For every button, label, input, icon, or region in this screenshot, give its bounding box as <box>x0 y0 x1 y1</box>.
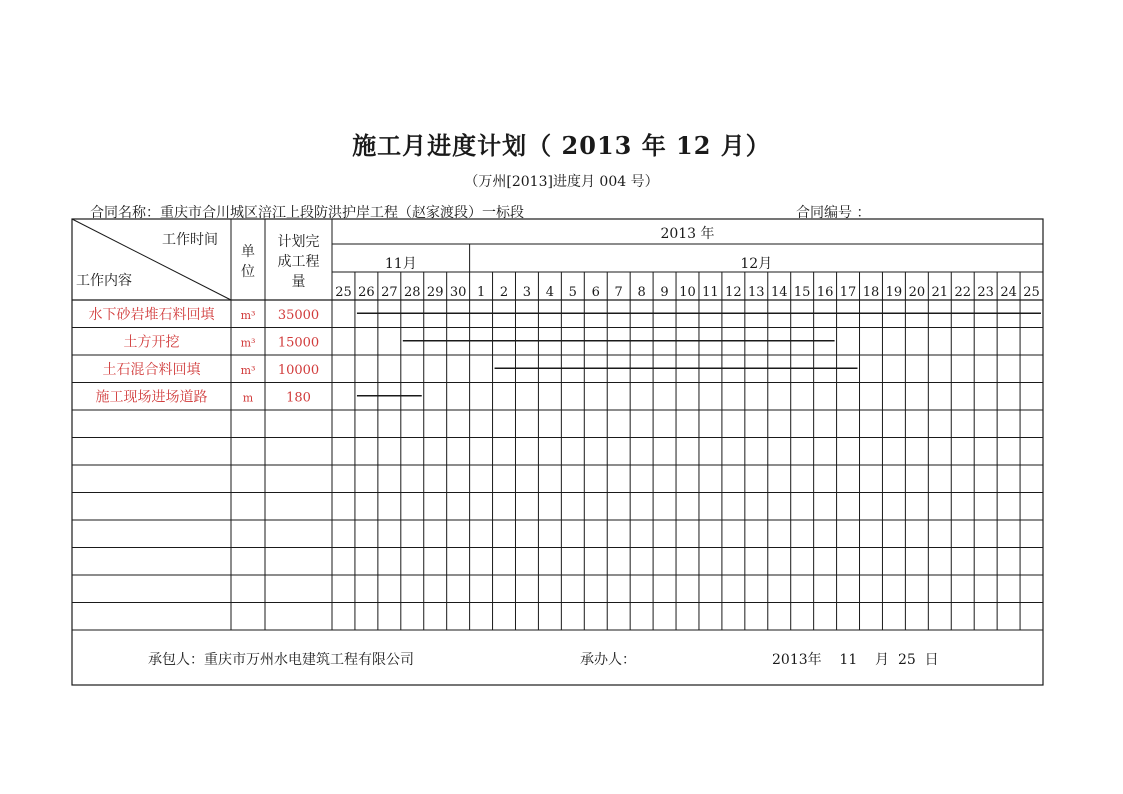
contractor-label: 承包人：重庆市万州水电建筑工程有限公司 <box>148 652 414 668</box>
document-number: （万州[2013]进度月 004 号） <box>464 174 659 190</box>
sign-date: 2013年 11 月 25 日 <box>772 652 939 668</box>
handler-label: 承办人： <box>580 652 636 668</box>
day-label: 20 <box>908 285 926 300</box>
day-label: 25 <box>1023 285 1040 300</box>
contract-name: 合同名称：重庆市合川城区涪江上段防洪护岸工程（赵家渡段）一标段 <box>90 205 524 221</box>
day-label: 23 <box>977 285 994 300</box>
work-content-header: 工作内容 <box>76 273 132 289</box>
day-label: 22 <box>954 285 971 300</box>
planned-quantity: 180 <box>286 390 311 406</box>
day-label: 8 <box>637 285 646 300</box>
work-item-label: 土石混合料回填 <box>102 361 201 378</box>
day-label: 15 <box>793 285 811 300</box>
planned-quantity: 10000 <box>277 362 320 378</box>
planned-quantity: 15000 <box>277 335 320 351</box>
day-label: 30 <box>449 285 467 300</box>
day-label: 2 <box>499 285 509 300</box>
day-label: 5 <box>568 285 577 300</box>
day-label: 26 <box>358 285 375 300</box>
day-label: 17 <box>839 285 857 300</box>
day-label: 4 <box>545 285 555 300</box>
page-title: 施工月进度计划（ 2013 年 12 月） <box>352 131 771 160</box>
day-label: 21 <box>931 285 949 300</box>
day-label: 10 <box>679 285 696 300</box>
day-label: 1 <box>476 285 486 300</box>
unit-value: m³ <box>240 336 256 350</box>
day-label: 24 <box>1000 285 1017 300</box>
unit-value: m³ <box>240 363 256 377</box>
unit-value: m³ <box>240 308 256 322</box>
day-label: 25 <box>335 285 352 300</box>
year-header: 2013 年 <box>660 226 715 242</box>
work-item-label: 水下砂岩堆石料回填 <box>88 306 215 323</box>
day-label: 19 <box>885 285 903 300</box>
unit-header: 单 <box>241 244 255 260</box>
planned-quantity-header: 计划完 <box>277 234 320 250</box>
month-header-november: 11月 <box>384 256 417 272</box>
day-label: 6 <box>591 285 600 300</box>
work-time-header: 工作时间 <box>162 232 218 248</box>
day-label: 27 <box>381 285 398 300</box>
month-header-december: 12月 <box>740 256 773 272</box>
day-label: 28 <box>404 285 421 300</box>
day-label: 18 <box>862 285 880 300</box>
planned-quantity: 35000 <box>277 307 320 323</box>
day-label: 12 <box>725 285 742 300</box>
unit-header: 位 <box>241 264 255 280</box>
day-label: 7 <box>614 285 623 300</box>
work-item-label: 施工现场进场道路 <box>95 389 208 406</box>
day-label: 29 <box>426 285 444 300</box>
work-item-label: 土方开挖 <box>123 334 180 351</box>
day-label: 13 <box>748 285 765 300</box>
day-label: 14 <box>770 285 788 300</box>
day-label: 11 <box>702 285 719 300</box>
day-label: 16 <box>816 285 834 300</box>
planned-quantity-header: 量 <box>291 274 306 290</box>
planned-quantity-header: 成工程 <box>277 254 320 270</box>
contract-number-label: 合同编号 ： <box>796 205 871 221</box>
day-label: 9 <box>660 285 669 300</box>
unit-value: m <box>242 391 254 405</box>
day-label: 3 <box>522 285 532 300</box>
